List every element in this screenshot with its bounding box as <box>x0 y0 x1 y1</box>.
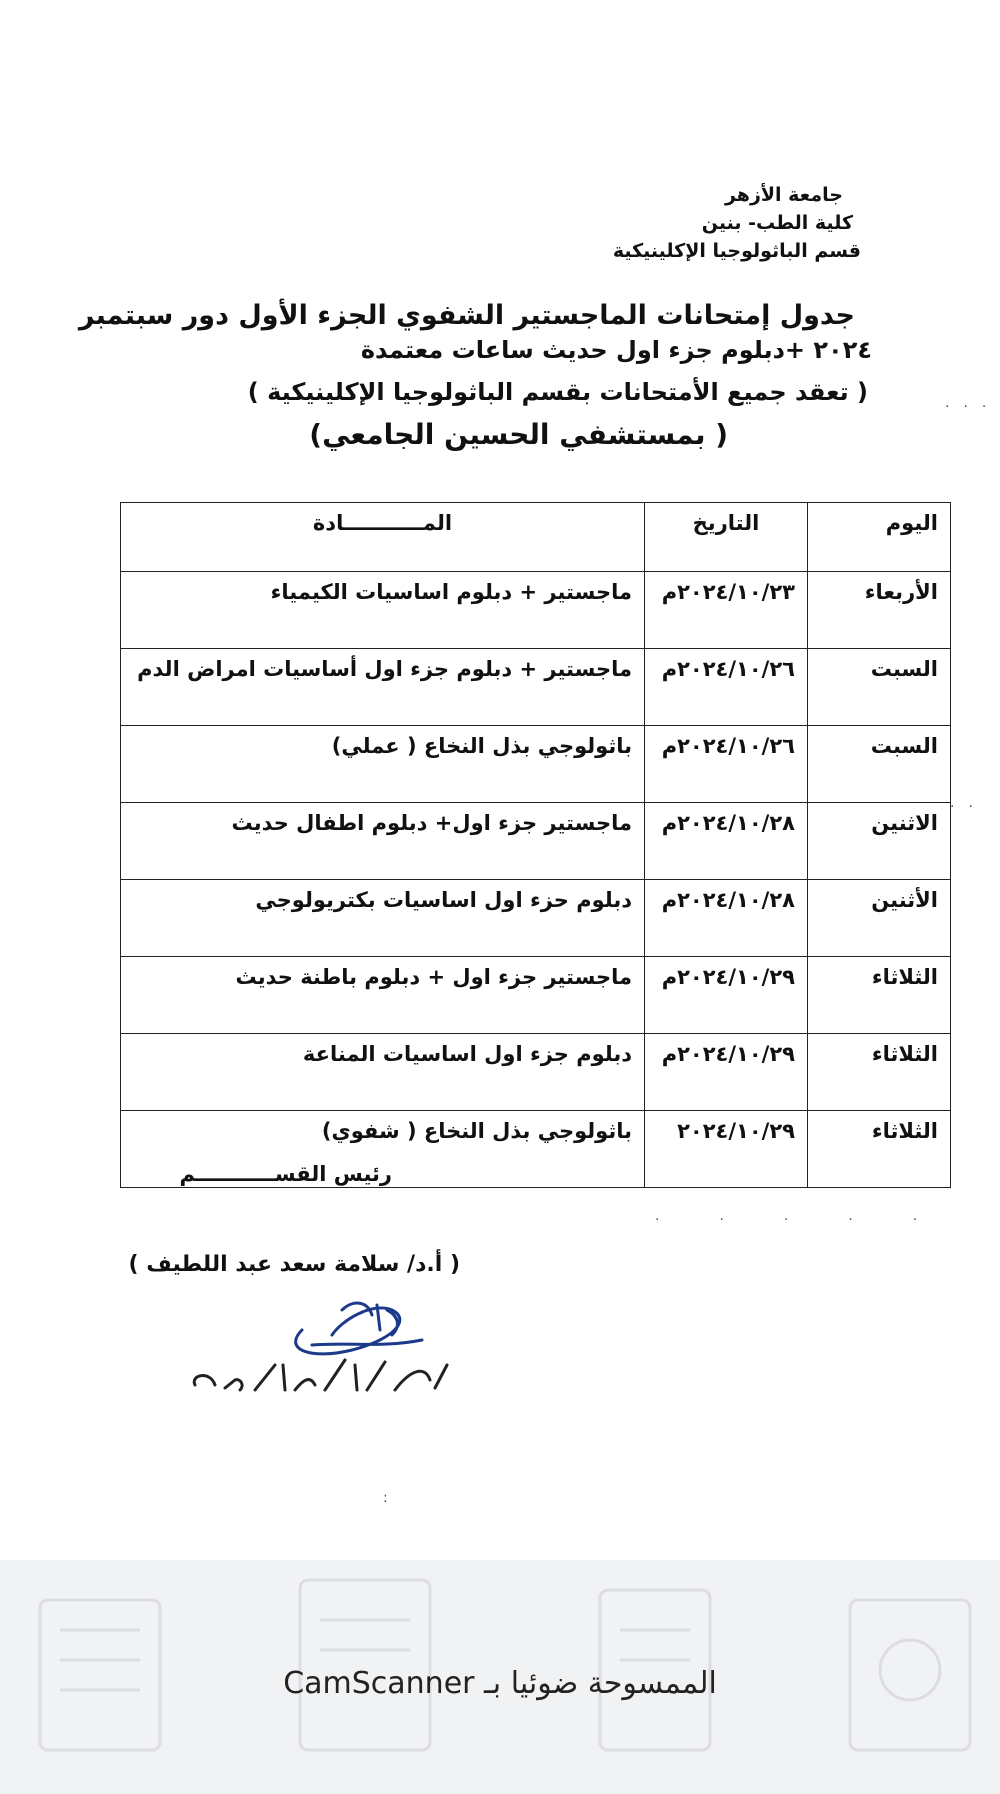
row-subject: دبلوم حزء اول اساسيات بكتريولوجي <box>121 880 645 957</box>
university-name: جامعة الأزهر <box>724 184 843 206</box>
table-row <box>121 649 951 726</box>
row-date: ٢٠٢٤/١٠/٢٦م <box>645 649 808 726</box>
scan-dots: ..... <box>655 1208 978 1224</box>
scan-dots: .. <box>950 795 987 811</box>
row-subject: دبلوم جزء اول اساسيات المناعة <box>121 1034 645 1111</box>
row-day: السبت <box>808 726 951 803</box>
header-day: اليوم <box>808 503 951 572</box>
row-date: ٢٠٢٤/١٠/٢٩ <box>645 1111 808 1188</box>
row-date: ٢٠٢٤/١٠/٢٦م <box>645 726 808 803</box>
table-row <box>121 957 951 1034</box>
row-day: الاثنين <box>808 803 951 880</box>
row-date: ٢٠٢٤/١٠/٢٩م <box>645 957 808 1034</box>
row-day: السبت <box>808 649 951 726</box>
row-date: ٢٠٢٤/١٠/٢٣م <box>645 572 808 649</box>
row-subject: باثولوجي بذل النخاع ( شفوي) <box>121 1111 645 1188</box>
row-subject: ماجستير جزء اول+ دبلوم اطفال حديث <box>121 803 645 880</box>
row-date: ٢٠٢٤/١٠/٢٨م <box>645 880 808 957</box>
header-date: التاريخ <box>645 503 808 572</box>
scan-dots: ... <box>945 395 1000 411</box>
row-day: الثلاثاء <box>808 957 951 1034</box>
handwritten-date <box>185 1350 465 1410</box>
faculty-name: كلية الطب- بنين <box>701 212 853 234</box>
row-day: الأربعاء <box>808 572 951 649</box>
department-name: قسم الباثولوجيا الإكلينيكية <box>612 240 861 262</box>
institution-header <box>561 184 861 274</box>
schedule-title-line1: جدول إمتحانات الماجستير الشفوي الجزء الأول دور سبتمبر <box>78 300 855 331</box>
row-subject: ماجستير جزء اول + دبلوم باطنة حديث <box>121 957 645 1034</box>
schedule-title-line3: ( تعقد جميع الأمتحانات بقسم الباثولوجيا الإكلينيكية ) <box>247 378 868 406</box>
row-day: الثلاثاء <box>808 1034 951 1111</box>
table-row <box>121 572 951 649</box>
row-day: الثلاثاء <box>808 1111 951 1188</box>
scan-dot: : <box>383 1490 402 1506</box>
exam-schedule-table <box>120 502 951 1188</box>
row-subject: ماجستير + دبلوم اساسيات الكيمياء <box>121 572 645 649</box>
row-day: الأثنين <box>808 880 951 957</box>
schedule-title-line4: ( بمستشفي الحسين الجامعي) <box>309 418 728 451</box>
department-head-title: رئيس القســـــــــــم <box>179 1162 392 1186</box>
camscanner-footer <box>0 1560 1000 1794</box>
header-subject: المـــــــــــادة <box>121 503 645 572</box>
table-header-row <box>121 503 951 572</box>
table-row <box>121 803 951 880</box>
schedule-title-line2: ٢٠٢٤ +دبلوم جزء اول حديث ساعات معتمدة <box>360 336 872 364</box>
table-row <box>121 880 951 957</box>
camscanner-watermark: الممسوحة ضوئيا بـ CamScanner <box>283 1666 717 1701</box>
row-date: ٢٠٢٤/١٠/٢٩م <box>645 1034 808 1111</box>
row-date: ٢٠٢٤/١٠/٢٨م <box>645 803 808 880</box>
row-subject: ماجستير + دبلوم جزء اول أساسيات امراض الدم <box>121 649 645 726</box>
table-row <box>121 1034 951 1111</box>
row-subject: باثولوجي بذل النخاع ( عملي) <box>121 726 645 803</box>
department-head-name: ( أ.د/ سلامة سعد عبد اللطيف ) <box>128 1252 460 1277</box>
table-row <box>121 726 951 803</box>
